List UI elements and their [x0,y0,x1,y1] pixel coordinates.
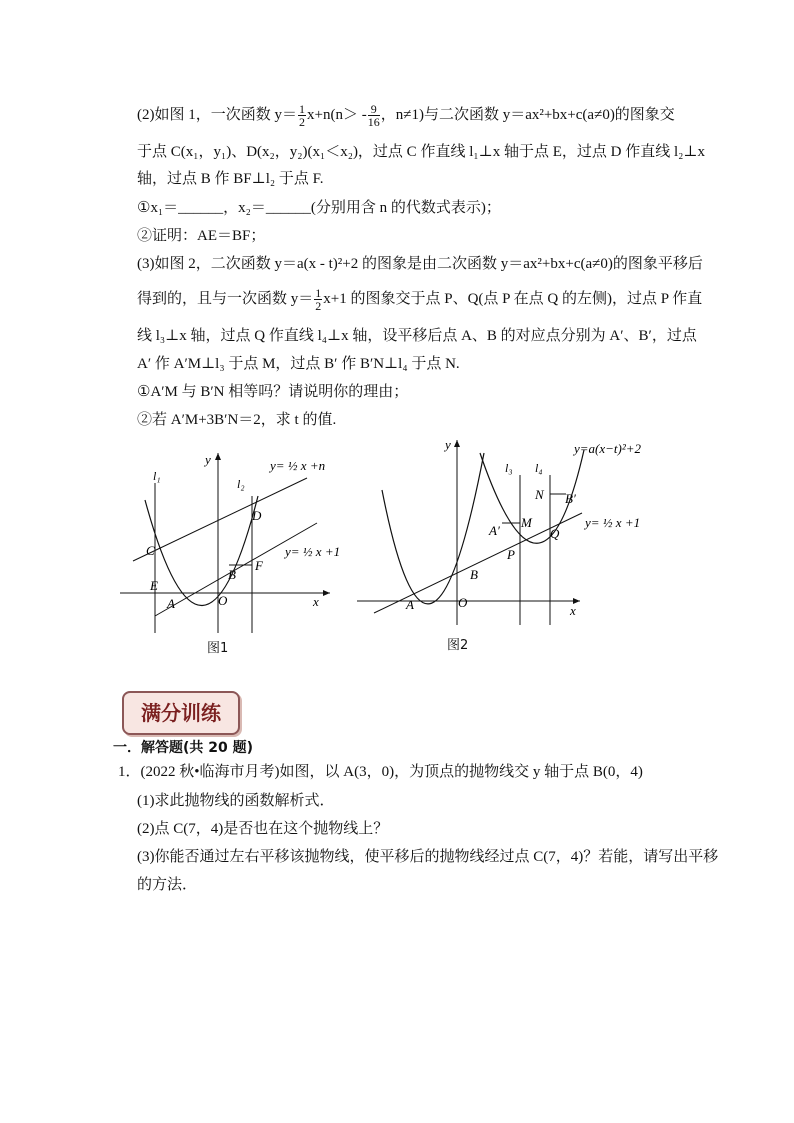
label-x: x [570,603,576,618]
text-span: y＝ [274,106,298,123]
label-A: A [167,596,175,611]
badge-label: 满分训练 [141,701,221,725]
line-y-half-x-plus-1 [155,523,317,616]
y-axis-arrow [215,453,221,460]
p2-line3: 轴，过点 B 作 BF⊥l₂ 于点 F. [137,171,324,187]
p2-line2: 于点 C(x₁，y₁)、D(x₂，y₂)(x₁＜x₂)，过点 C 作直线 l₁⊥x 轴于点 E，过点 D 作直线 l₂⊥x [137,144,705,160]
y-axis-arrow [454,440,460,447]
label-l4: l₄ [535,461,543,475]
p3-line2 [137,287,702,312]
line-y-half-x-plus-n [133,478,307,561]
figure-1-caption: 图1 [207,641,229,656]
text-span: 得到的，且与一次函数 y＝ [137,290,314,307]
label-O: O [458,595,468,610]
fraction-half [298,103,306,128]
frac-den: 16 [367,115,380,129]
label-eq-bottom: y= ½ x +1 [285,544,341,559]
text-span: ，n≠1)与二次函数 y＝ax²+bx+c(a≠0)的图象交 [380,106,675,123]
text-span: (2)如图 1，一次函数 [137,106,271,123]
p3-line1: (3)如图 2，二次函数 y＝a(x - t)²+2 的图象是由二次函数 y＝ax²+bx+c(a≠0)的图象平移后 [137,256,703,272]
text-span: x+n(n＞ - [307,106,367,123]
fraction-half-2 [314,287,322,312]
label-y: y [205,452,211,467]
label-E: E [150,578,158,593]
p3-question2: ②若 A′M+3B′N＝2，求 t 的值. [137,412,337,428]
frac-num: 1 [315,286,322,300]
label-eq-top: y= ½ x +n [270,458,326,473]
p3-question1: ①A′M 与 B′N 相等吗？请说明你的理由； [137,384,409,400]
label-B: B [470,567,478,582]
label-A-prime: A′ [489,523,500,538]
label-y: y [445,437,451,452]
p2-question2: ②证明：AE＝BF； [137,228,266,244]
label-x: x [313,594,319,609]
p3-line3: 线 l₃⊥x 轴，过点 Q 作直线 l₄⊥x 轴，设平移后点 A、B 的对应点分别为 A′、B′，过点 [137,328,697,344]
label-F: F [255,558,263,573]
label-eq-line: y= ½ x +1 [585,515,641,530]
frac-num: 1 [299,102,306,116]
fraction-9-16 [368,103,380,128]
p2-line1 [137,103,675,128]
label-P: P [507,547,515,562]
label-l3: l₃ [505,461,513,475]
label-N: N [535,487,544,502]
frac-den: 2 [299,115,306,129]
label-l1: l₁ [153,469,161,483]
parabola-original [382,453,484,604]
label-B-prime: B′ [565,491,576,506]
x-axis-arrow [323,590,330,596]
label-A: A [406,597,414,612]
label-Q: Q [550,526,560,541]
figure-2-diagram [352,435,682,630]
label-eq-parabola: y=a(x−t)²+2 [574,441,642,456]
figure-2-caption: 图2 [447,638,469,653]
text-span: x+1 的图象交于点 P、Q(点 P 在点 Q 的左侧)，过点 P 作直 [323,290,703,307]
label-D: D [252,508,262,523]
label-l2: l₂ [237,477,245,491]
question-1-line1: 1．(2022 秋•临海市月考)如图，以 A(3，0)，为顶点的抛物线交 y 轴于点 B(0，4) [118,764,643,780]
p3-line4: A′ 作 A′M⊥l₃ 于点 M，过点 B′ 作 B′N⊥l₄ 于点 N. [137,356,460,372]
question-1-sub1: (1)求此抛物线的函数解析式． [137,793,335,809]
question-1-sub3: (3)你能否通过左右平移该抛物线，使平移后的抛物线经过点 C(7，4)？若能，请写出平移 [137,849,719,865]
question-1-sub4: 的方法． [137,877,198,893]
figure-1-diagram [115,448,365,638]
p2-question1: ①x₁＝______，x₂＝______(分别用含 n 的代数式表示)； [137,200,501,216]
frac-den: 2 [315,299,322,313]
full-score-training-badge [122,691,240,735]
label-C: C [146,543,155,558]
label-M: M [521,515,532,530]
section-title: 一．解答题(共 20 题) [113,740,254,756]
label-O: O [218,593,228,608]
label-B: B [228,567,236,582]
frac-num: 9 [368,103,380,116]
question-1-sub2: (2)点 C(7，4)是否也在这个抛物线上？ [137,821,389,837]
